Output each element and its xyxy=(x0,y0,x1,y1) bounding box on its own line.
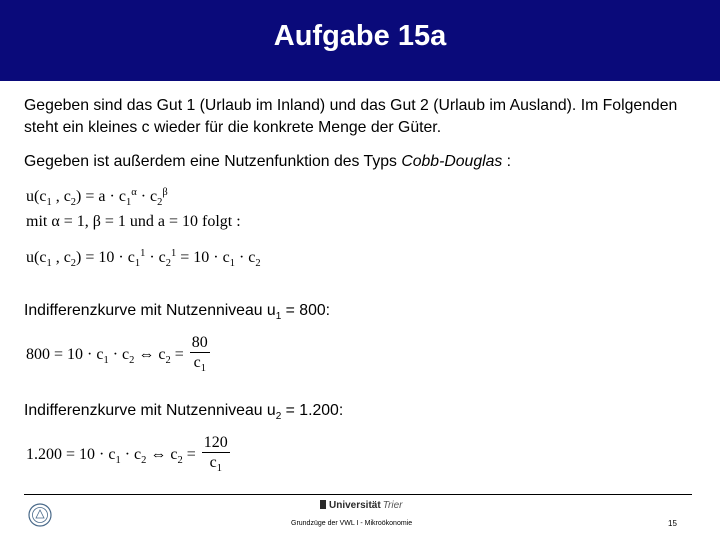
intro-paragraph: Gegeben sind das Gut 1 (Urlaub im Inland) und das Gut 2 (Urlaub im Ausland). Im Folgenden steht ein kleines c wieder für die konkrete Menge der Güter. xyxy=(24,97,678,136)
fraction-80-c1: $\frac{80}{c_1}$ xyxy=(191,334,208,374)
indifference-curve-2-label: Indifferenzkurve mit Nutzenniveau $u_2 = 1.200$: xyxy=(24,402,344,423)
logo-icon xyxy=(320,500,326,509)
indifference-curve-1-label: Indifferenzkurve mit Nutzenniveau $u_1 = 800$: xyxy=(24,302,331,323)
utility-colon: : xyxy=(502,153,512,170)
formula-indifference-1200: $1.200 = 10 \cdot c_1 \cdot c_2$ ⇔ $c_2$ = $\frac{120}{c_1}$ xyxy=(26,433,230,478)
footer-divider xyxy=(24,494,692,495)
slide-title: Aufgabe 15a xyxy=(273,20,447,52)
university-seal-icon xyxy=(28,503,52,527)
formula-parameters: mit α = 1, β = 1 und a = 10 folgt : xyxy=(26,213,241,230)
utility-intro-text: Gegeben ist außerdem eine Nutzenfunktion des Typs xyxy=(24,153,402,170)
utility-type: Cobb-Douglas xyxy=(401,153,503,170)
formula-cobb-douglas-general: $u(c_1$ , $c_2) = a \cdot c_1^\alpha \cdot c_2^\beta$ xyxy=(26,187,168,208)
utility-intro xyxy=(24,151,704,173)
formula-cobb-douglas-specific: $u(c_1$ , $c_2) = 10 \cdot c_1^1 \cdot c_2^1 = 10 \cdot c_1 \cdot c_2$ xyxy=(26,248,261,269)
page-number: 15 xyxy=(668,519,677,528)
formula-indifference-800: $800 = 10 \cdot c_1 \cdot c_2$ ⇔ $c_2$ = $\frac{80}{c_1}$ xyxy=(26,333,210,378)
footer-course: Grundzüge der VWL I - Mikroökonomie xyxy=(291,520,413,527)
fraction-120-c1: $\frac{120}{c_1}$ xyxy=(203,434,228,474)
university-logo: Universität Trier xyxy=(320,500,403,511)
